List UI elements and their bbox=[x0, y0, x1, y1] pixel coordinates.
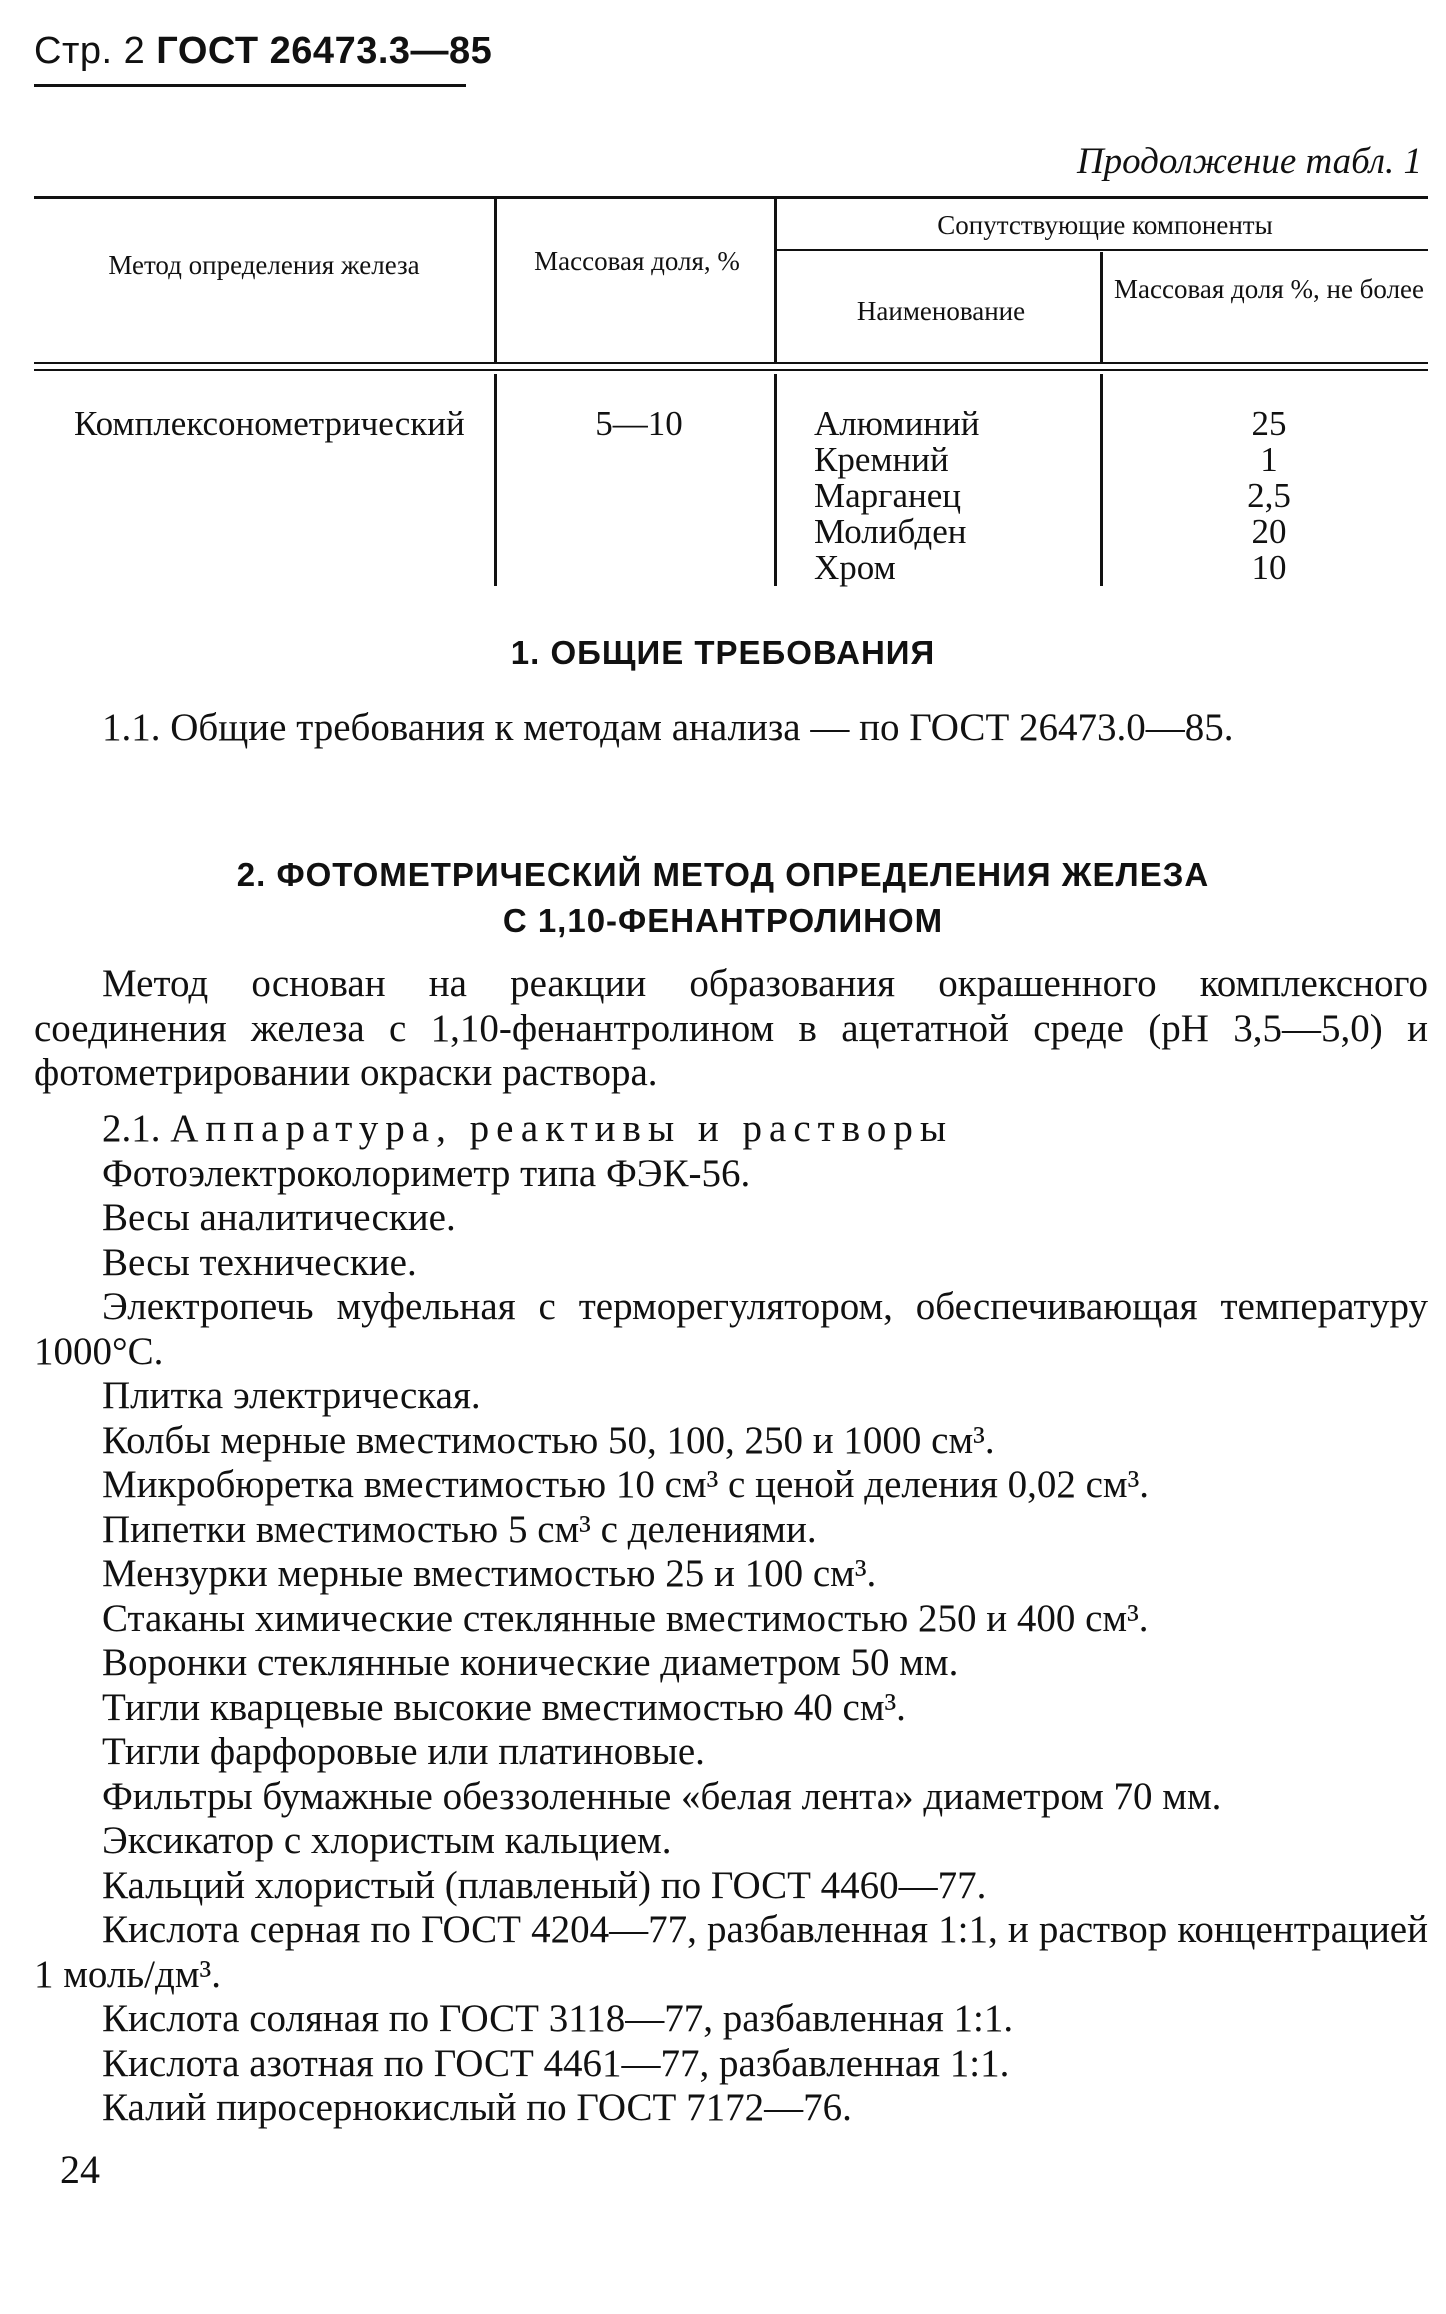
table-vrule-3-head bbox=[1100, 252, 1103, 362]
cell-mass-fraction: 5—10 bbox=[595, 404, 683, 443]
list-item: Кальций хлористый (плавленый) по ГОСТ 4460—77. bbox=[102, 1863, 987, 1907]
standard-number: ГОСТ 26473.3—85 bbox=[156, 30, 493, 72]
list-item: Электропечь муфельная с терморегулятором, обеспечивающая температуру 1000°С. bbox=[34, 1285, 1428, 1373]
list-item: 2,5 bbox=[1247, 476, 1291, 515]
table-header-rule-2 bbox=[34, 369, 1428, 371]
table-vrule-1-body bbox=[494, 374, 497, 586]
list-item: Плитка электрическая. bbox=[102, 1374, 481, 1417]
list-item: Фильтры бумажные обеззоленные «белая лента» диаметром 70 мм. bbox=[102, 1774, 1222, 1818]
table-vrule-3-body bbox=[1100, 374, 1103, 586]
list-item: Мензурки мерные вместимостью 25 и 100 см³. bbox=[102, 1552, 877, 1595]
list-item: 1 bbox=[1260, 440, 1278, 479]
list-item: Весы аналитические. bbox=[102, 1196, 456, 1239]
list-item: Кремний bbox=[814, 440, 949, 479]
table-header-rule-1 bbox=[34, 362, 1428, 364]
section-2-intro: Метод основан на реакции образования окрашенного комплексного соединения железа с 1,10-фенантролином в ацетатной среде (рН 3,5—5,0) и фотометрировании окраски раствора. bbox=[34, 962, 1428, 1094]
table-vrule-2-head bbox=[774, 196, 777, 362]
list-item: Калий пиросернокислый по ГОСТ 7172—76. bbox=[102, 2086, 852, 2129]
section-1-text: 1.1. Общие требования к методам анализа — по ГОСТ 26473.0—85. bbox=[102, 706, 1234, 749]
list-item: Эксикатор с хлористым кальцием. bbox=[102, 1819, 672, 1862]
subsection-title: Аппаратура, реактивы и растворы bbox=[170, 1107, 954, 1150]
list-item: 20 bbox=[1251, 512, 1287, 551]
list-item: Марганец bbox=[814, 476, 962, 515]
list-item: Кислота серная по ГОСТ 4204—77, разбавленная 1:1, и раствор концентрацией 1 моль/дм³. bbox=[34, 1908, 1428, 1996]
section-2-title-line-2: С 1,10-ФЕНАНТРОЛИНОМ bbox=[502, 902, 944, 939]
subsection-number: 2.1. bbox=[102, 1107, 161, 1150]
list-item: Кислота азотная по ГОСТ 4461—77, разбавленная 1:1. bbox=[102, 2041, 1010, 2085]
cell-method bbox=[34, 406, 474, 442]
components-name-list bbox=[814, 406, 1094, 586]
table-top-rule bbox=[34, 196, 1428, 199]
header-accompanying: Сопутствующие компоненты bbox=[937, 210, 1273, 240]
header-name: Наименование bbox=[856, 296, 1026, 326]
components-value-list bbox=[1110, 406, 1428, 586]
list-item: Фотоэлектроколориметр типа ФЭК-56. bbox=[102, 1151, 751, 1195]
list-item: Кислота соляная по ГОСТ 3118—77, разбавленная 1:1. bbox=[102, 1997, 1014, 2040]
table-vrule-2-body bbox=[774, 374, 777, 586]
list-item: Микробюретка вместимостью 10 см³ с ценой деления 0,02 см³. bbox=[102, 1463, 1150, 1506]
table-vrule-1-head bbox=[494, 196, 497, 362]
header-mass-fraction: Массовая доля, % bbox=[534, 246, 740, 276]
list-item: Весы технические. bbox=[102, 1240, 417, 1284]
page-number: 24 bbox=[60, 2147, 100, 2192]
list-item: Тигли фарфоровые или платиновые. bbox=[102, 1730, 705, 1773]
list-item: Воронки стеклянные конические диаметром 50 мм. bbox=[102, 1641, 959, 1684]
subsection-heading bbox=[34, 1107, 1428, 1152]
list-item: 10 bbox=[1251, 548, 1287, 587]
header-method: Метод определения железа bbox=[108, 250, 420, 280]
list-item: Пипетки вместимостью 5 см³ с делениями. bbox=[102, 1507, 817, 1551]
list-item: Стаканы химические стеклянные вместимостью 250 и 400 см³. bbox=[102, 1596, 1149, 1640]
table-1-continuation bbox=[34, 196, 1428, 586]
header-mass-fraction-max: Массовая доля %, не более bbox=[1113, 274, 1425, 304]
list-item: Молибден bbox=[814, 512, 967, 551]
page-label: Стр. 2 bbox=[34, 30, 146, 72]
list-item: Колбы мерные вместимостью 50, 100, 250 и 1000 см³. bbox=[102, 1418, 995, 1462]
list-item: Тигли кварцевые высокие вместимостью 40 см³. bbox=[102, 1685, 906, 1729]
equipment-list bbox=[34, 1107, 1428, 2131]
table-subheader-rule bbox=[776, 249, 1428, 251]
list-item: Хром bbox=[814, 548, 896, 587]
list-item: Алюминий bbox=[814, 404, 980, 443]
table-continuation-label: Продолжение табл. 1 bbox=[1076, 141, 1422, 182]
header-rule bbox=[34, 84, 466, 87]
cell-method-text: Комплексонометрический bbox=[74, 404, 465, 443]
section-1-title: 1. ОБЩИЕ ТРЕБОВАНИЯ bbox=[510, 634, 936, 671]
list-item: 25 bbox=[1251, 404, 1287, 443]
section-2-title-line-1: 2. ФОТОМЕТРИЧЕСКИЙ МЕТОД ОПРЕДЕЛЕНИЯ ЖЕЛЕЗА bbox=[236, 856, 1210, 893]
page-header bbox=[34, 30, 492, 73]
